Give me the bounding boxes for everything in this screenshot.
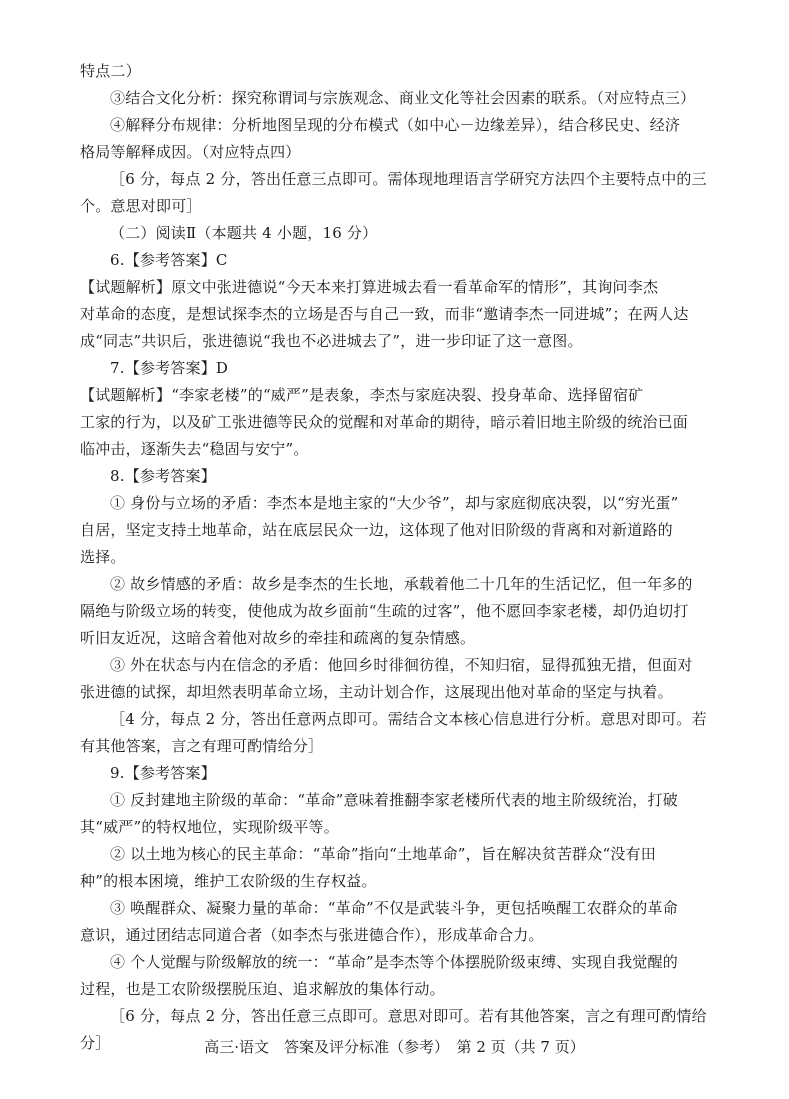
text-line: ③结合文化分析：探究称谓词与宗族观念、商业文化等社会因素的联系。（对应特点三） <box>110 89 696 107</box>
text-line: ［6 分，每点 2 分，答出任意三点即可。意思对即可。若有其他答案，言之有理可酌情给 <box>110 1007 707 1025</box>
text-line: 对革命的态度，是想试探李杰的立场是否与自己一致，而非“邀请李杰一同进城”；在两人达 <box>80 305 689 323</box>
text-line: ④ 个人觉醒与阶级解放的统一：“革命”是李杰等个体摆脱阶级束缚、实现自我觉醒的 <box>110 953 678 971</box>
text-line: 7.【参考答案】D <box>110 359 229 377</box>
text-line: 隔绝与阶级立场的转变，使他成为故乡面前“生疏的过客”，他不愿回李家老楼，却仍迫切打 <box>80 602 689 620</box>
text-line: 【试题解析】“李家老楼”的“威严”是表象，李杰与家庭决裂、投身革命、选择留宿矿 <box>80 386 644 404</box>
text-line: 8.【参考答案】 <box>110 467 216 485</box>
text-line: 9.【参考答案】 <box>110 764 216 782</box>
text-line: ② 以土地为核心的民主革命：“革命”指向“土地革命”，旨在解决贫苦群众“没有田 <box>110 845 656 863</box>
text-line: ③ 唤醒群众、凝聚力量的革命：“革命”不仅是武装斗争，更包括唤醒工农群众的革命 <box>110 899 678 917</box>
text-line: 特点二） <box>80 62 141 80</box>
text-line: 有其他答案，言之有理可酌情给分］ <box>80 737 324 755</box>
text-line: ① 身份与立场的矛盾：李杰本是地主家的“大少爷”，却与家庭彻底决裂，以“穷光蛋” <box>110 494 679 512</box>
text-line: 意识，通过团结志同道合者（如李杰与张进德合作），形成革命合力。 <box>80 926 544 944</box>
text-line: ［6 分，每点 2 分，答出任意三点即可。需体现地理语言学研究方法四个主要特点中的三 <box>110 170 707 188</box>
text-line: 种”的根本困境，维护工农阶级的生存权益。 <box>80 872 377 890</box>
text-line: 分］ <box>80 1034 111 1052</box>
text-line: 张进德的试探，却坦然表明革命立场，主动计划合作，这展现出他对革命的坚定与执着。 <box>80 683 673 701</box>
page-footer: 高三·语文 答案及评分标准（参考） 第 2 页（共 7 页） <box>204 1038 585 1056</box>
answer-key-body <box>80 58 712 1057</box>
text-line: （二）阅读Ⅱ（本题共 4 小题，16 分） <box>110 224 378 242</box>
text-line: 选择。 <box>80 548 126 566</box>
text-line: 格局等解释成因。（对应特点四） <box>80 143 301 161</box>
text-line: 临冲击，逐渐失去“稳固与安宁”。 <box>80 440 309 458</box>
text-line: 过程，也是工农阶级摆脱压迫、追求解放的集体行动。 <box>80 980 445 998</box>
text-line: ② 故乡情感的矛盾：故乡是李杰的生长地，承载着他二十几年的生活记忆，但一年多的 <box>110 575 693 593</box>
text-line: 工家的行为，以及矿工张进德等民众的觉醒和对革命的期待，暗示着旧地主阶级的统治已面 <box>80 413 689 431</box>
text-line: ④解释分布规律：分析地图呈现的分布模式（如中心－边缘差异），结合移民史、经济 <box>110 116 681 134</box>
text-line: 成“同志”共识后，张进德说“我也不必进城去了”，进一步印证了这一意图。 <box>80 332 583 350</box>
text-line: 自居，坚定支持土地革命，站在底层民众一边，这体现了他对旧阶级的背离和对新道路的 <box>80 521 673 539</box>
text-line: 【试题解析】原文中张进德说“今天本来打算进城去看一看革命军的情形”，其询问李杰 <box>80 278 659 296</box>
text-line: ［4 分，每点 2 分，答出任意两点即可。需结合文本核心信息进行分析。意思对即可。若 <box>110 710 707 728</box>
text-line: 6.【参考答案】C <box>110 251 228 269</box>
text-line: ③ 外在状态与内在信念的矛盾：他回乡时徘徊彷徨，不知归宿，显得孤独无措，但面对 <box>110 656 693 674</box>
text-line: 个。意思对即可］ <box>80 197 202 215</box>
text-line: 其“威严”的特权地位，实现阶级平等。 <box>80 818 339 836</box>
text-line: ① 反封建地主阶级的革命：“革命”意味着推翻李家老楼所代表的地主阶级统治，打破 <box>110 791 678 809</box>
text-line: 听旧友近况，这暗含着他对故乡的牵挂和疏离的复杂情感。 <box>80 629 476 647</box>
